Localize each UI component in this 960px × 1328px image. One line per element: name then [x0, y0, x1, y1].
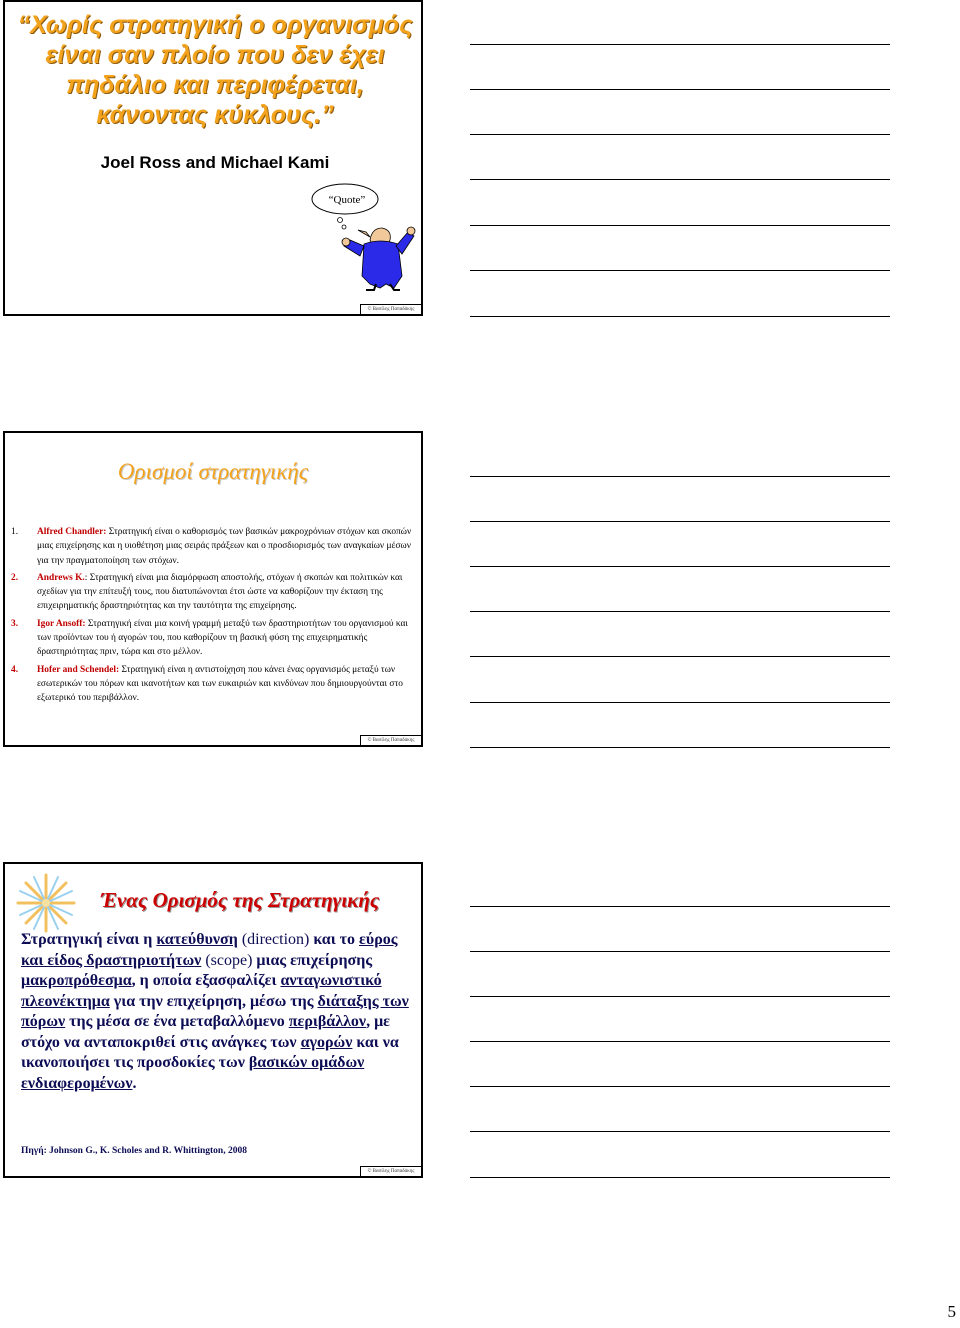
- term-direction: κατεύθυνση: [156, 931, 238, 948]
- term-long-term: μακροπρόθεσμα: [21, 972, 132, 989]
- note-line: [470, 951, 890, 952]
- note-line: [470, 747, 890, 748]
- slide-strategy-definition: [3, 862, 423, 1178]
- item-number: 3.: [11, 618, 19, 629]
- note-line: [470, 1177, 890, 1178]
- note-line: [470, 996, 890, 997]
- copyright-label: © Βασίλης Παπαδάκης: [360, 735, 421, 745]
- slide-quote: [3, 0, 423, 316]
- quote-text: “Χωρίς στρατηγική ο οργανισμός είναι σαν πλοίο που δεν έχει πηδάλιο και περιφέρεται, κάνοντας κύκλους.”: [17, 11, 413, 129]
- term-stakeholders: βασικών ομάδων ενδιαφερομένων: [21, 1054, 365, 1092]
- note-line: [470, 521, 890, 522]
- copyright-label: © Βασίλης Παπαδάκης: [360, 1166, 421, 1176]
- list-item: [11, 571, 419, 614]
- page-number: 5: [947, 1302, 956, 1321]
- list-item: [11, 525, 419, 568]
- term-markets: αγορών: [300, 1033, 353, 1051]
- quote-author: Joel Ross and Michael Kami: [100, 153, 330, 172]
- slide-definitions: [3, 431, 423, 747]
- note-line: [470, 566, 890, 567]
- definition-text: Στρατηγική είναι μια κοινή γραμμή μεταξύ των δραστηριοτήτων του οργανισμού και των προϊόντων του ή αγορών του, που καθορίζουν τη βασική φύση της επιχειρηματικής δραστηριότητας πριν, τώρα και στο μέλλον.: [37, 618, 408, 658]
- term-environment: περιβάλλον: [288, 1013, 367, 1030]
- term-competitive-advantage: ανταγωνιστικό πλεονέκτημα: [21, 972, 382, 1010]
- note-line: [470, 225, 890, 226]
- author-name: Alfred Chandler:: [37, 527, 107, 537]
- note-line: [470, 906, 890, 907]
- speech-bubble-text: “Quote”: [328, 194, 366, 206]
- note-line: [470, 476, 890, 477]
- strategy-definition: Στρατηγική είναι η κατεύθυνση (direction) και το εύρος και είδος δραστηριοτήτων (scope) μιας επιχείρησης μακροπρόθεσμα, η οποία εξασφαλίζει ανταγωνιστικό πλεονέκτημα για την επιχείρηση, μέσω της διάταξης των πόρων της μέσα σε ένα μεταβαλλόμενο περιβάλλον, με στόχο να ανταποκριθεί στις ανάγκες των αγορών και να ικανοποιήσει τις προσδοκίες των βασικών ομάδων ενδιαφερομένων.: [21, 931, 409, 1092]
- note-line: [470, 1041, 890, 1042]
- source-citation: Πηγή: Johnson G., K. Scholes and R. Whittington, 2008: [21, 1146, 247, 1156]
- note-line: [470, 89, 890, 90]
- slide-title: Ένας Ορισμός της Στρατηγικής: [100, 888, 380, 912]
- note-line: [470, 179, 890, 180]
- note-line: [470, 611, 890, 612]
- definition-text: Στρατηγική είναι η αντιστοίχηση που κάνει ένας οργανισμός μεταξύ των εσωτερικών του πόρων και ικανοτήτων και των ευκαιριών και κινδύνων που δημιουργούνται στο εξωτερικό του περιβάλλον.: [37, 664, 403, 704]
- note-line: [470, 702, 890, 703]
- note-line: [470, 316, 890, 317]
- note-line: [470, 1086, 890, 1087]
- definition-text: Στρατηγική είναι ο καθορισμός των βασικών μακροχρόνιων στόχων και σκοπών μιας επιχείρησης και η υιοθέτηση μιας σειράς πράξεων και ο προσδιορισμός των αναγκαίων μέσων για την πραγματοποίηση των στόχων.: [37, 527, 412, 566]
- definitions-list: [11, 525, 419, 709]
- author-name: Hofer and Schendel:: [37, 664, 120, 675]
- note-line: [470, 134, 890, 135]
- list-item: [11, 663, 419, 706]
- term-resources: διάταξης των πόρων: [21, 992, 409, 1030]
- copyright-label: © Βασίλης Παπαδάκης: [360, 304, 421, 314]
- list-item: [11, 617, 419, 660]
- slide-title: Ορισμοί στρατηγικής: [117, 459, 309, 484]
- note-line: [470, 1131, 890, 1132]
- definition-text: : Στρατηγική είναι μια διαμόρφωση αποστολής, στόχων ή σκοπών και πολιτικών και σχεδίων για την επίτευξή τους, που διατυπώνονται έτσι ώστε να καθορίζουν την έκταση της επιχειρηματικής δραστηριότητας και την ταυτότητα της επιχείρησης.: [37, 572, 403, 612]
- note-line: [470, 270, 890, 271]
- author-name: Andrews K.: [37, 572, 85, 583]
- note-line: [470, 656, 890, 657]
- term-scope: εύρος και είδος δραστηριοτήτων: [21, 931, 398, 969]
- item-number: 4.: [11, 664, 19, 675]
- item-number: 2.: [11, 572, 19, 583]
- note-line: [470, 44, 890, 45]
- item-number: 1.: [11, 527, 19, 537]
- author-name: Igor Ansoff:: [37, 618, 86, 629]
